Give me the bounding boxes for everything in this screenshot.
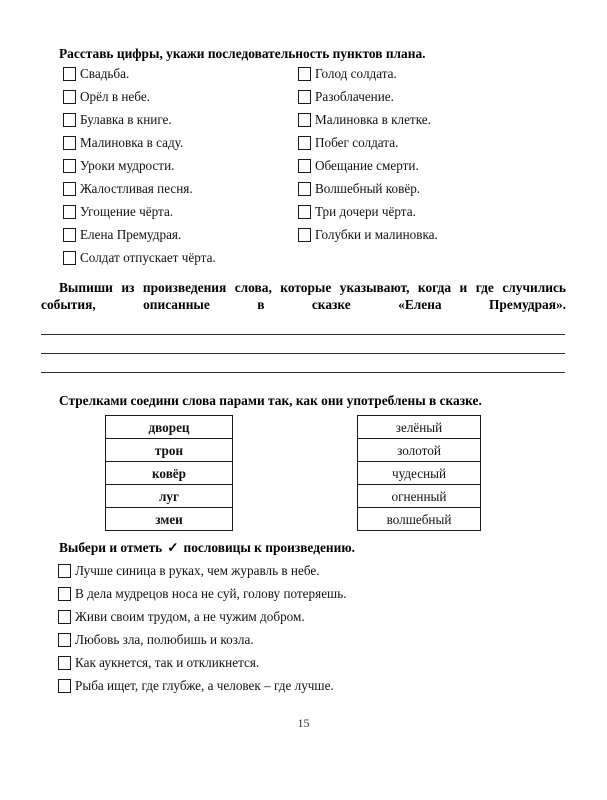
plan-item-label: Свадьба.	[80, 66, 130, 81]
plan-item[interactable]	[63, 64, 216, 87]
proverb-item-checkbox[interactable]	[58, 610, 71, 624]
plan-item-checkbox[interactable]	[63, 159, 76, 173]
proverb-item[interactable]	[58, 653, 347, 676]
answer-line[interactable]	[41, 334, 565, 335]
plan-item[interactable]	[63, 156, 216, 179]
plan-item-checkbox[interactable]	[63, 228, 76, 242]
checkmark-icon: ✓	[167, 540, 179, 555]
pairs-left-cell[interactable]: трон	[106, 439, 232, 462]
plan-item-checkbox[interactable]	[63, 205, 76, 219]
plan-item[interactable]	[63, 87, 216, 110]
proverb-item-checkbox[interactable]	[58, 656, 71, 670]
plan-item[interactable]	[298, 179, 438, 202]
plan-item-checkbox[interactable]	[298, 67, 311, 81]
plan-item-label: Орёл в небе.	[80, 89, 150, 104]
plan-item[interactable]	[298, 156, 438, 179]
plan-item-label: Три дочери чёрта.	[315, 204, 416, 219]
plan-item-checkbox[interactable]	[63, 113, 76, 127]
proverb-item-label: Любовь зла, полюбишь и козла.	[75, 632, 254, 647]
plan-item-label: Побег солдата.	[315, 135, 399, 150]
plan-item-checkbox[interactable]	[298, 136, 311, 150]
plan-item[interactable]	[298, 133, 438, 156]
plan-item-label: Булавка в книге.	[80, 112, 172, 127]
plan-left-column	[63, 64, 216, 271]
plan-item-checkbox[interactable]	[298, 90, 311, 104]
plan-item-checkbox[interactable]	[63, 182, 76, 196]
pairs-left-cell[interactable]: дворец	[106, 416, 232, 439]
plan-item-label: Разоблачение.	[315, 89, 394, 104]
proverbs-section-heading	[41, 539, 571, 556]
plan-item-label: Обещание смерти.	[315, 158, 419, 173]
pairs-right-cell[interactable]: зелёный	[358, 416, 480, 439]
pairs-left-cell[interactable]: луг	[106, 485, 232, 508]
proverb-item[interactable]	[58, 584, 347, 607]
pairs-left-table	[105, 415, 233, 531]
plan-item-label: Малиновка в клетке.	[315, 112, 431, 127]
plan-item-label: Голубки и малиновка.	[315, 227, 438, 242]
proverbs-heading-text-after: пословицы к произведению.	[183, 540, 355, 555]
answer-line[interactable]	[41, 372, 565, 373]
writeout-section-heading: Выпиши из произведения слова, которые указывают, когда и где случились события, описанные в сказке «Елена Премудрая».	[41, 280, 566, 312]
proverb-item-checkbox[interactable]	[58, 564, 71, 578]
proverb-item-checkbox[interactable]	[58, 679, 71, 693]
plan-item[interactable]	[63, 110, 216, 133]
pairs-section-heading: Стрелками соедини слова парами так, как они употреблены в сказке.	[59, 393, 482, 408]
writeout-answer-lines	[41, 334, 565, 391]
pairs-left-cell[interactable]: змеи	[106, 508, 232, 531]
plan-item[interactable]	[63, 133, 216, 156]
plan-section-heading: Расставь цифры, укажи последовательность пунктов плана.	[59, 46, 426, 61]
pairs-right-table	[357, 415, 481, 531]
plan-item-checkbox[interactable]	[63, 136, 76, 150]
plan-item-label: Елена Премудрая.	[80, 227, 182, 242]
plan-item-label: Уроки мудрости.	[80, 158, 175, 173]
pairs-left-cell[interactable]: ковёр	[106, 462, 232, 485]
plan-item-label: Жалостливая песня.	[80, 181, 193, 196]
plan-item-checkbox[interactable]	[63, 251, 76, 265]
proverb-item-checkbox[interactable]	[58, 587, 71, 601]
proverb-item-label: В дела мудрецов носа не суй, голову потеряешь.	[75, 586, 347, 601]
proverb-item[interactable]	[58, 607, 347, 630]
proverb-item[interactable]	[58, 630, 347, 653]
plan-item-checkbox[interactable]	[298, 113, 311, 127]
plan-item-label: Угощение чёрта.	[80, 204, 174, 219]
pairs-right-cell[interactable]: волшебный	[358, 508, 480, 531]
plan-item[interactable]	[298, 110, 438, 133]
pairs-right-cell[interactable]: золотой	[358, 439, 480, 462]
plan-item-label: Малиновка в саду.	[80, 135, 184, 150]
proverb-item-label: Лучше синица в руках, чем журавль в небе.	[75, 563, 320, 578]
proverb-item-label: Рыба ищет, где глубже, а человек – где лучше.	[75, 678, 334, 693]
plan-item[interactable]	[298, 87, 438, 110]
proverb-item[interactable]	[58, 676, 347, 699]
plan-item-label: Волшебный ковёр.	[315, 181, 421, 196]
pairs-right-cell[interactable]: огненный	[358, 485, 480, 508]
pairs-right-cell[interactable]: чудесный	[358, 462, 480, 485]
plan-item-checkbox[interactable]	[63, 67, 76, 81]
plan-item[interactable]	[63, 179, 216, 202]
proverbs-heading-text-before: Выбери и отметь	[59, 540, 163, 555]
proverb-item-label: Как аукнется, так и откликнется.	[75, 655, 260, 670]
proverb-item[interactable]	[58, 561, 347, 584]
proverbs-list	[58, 561, 347, 699]
plan-item[interactable]	[63, 225, 216, 248]
plan-item[interactable]	[63, 248, 216, 271]
plan-item[interactable]	[63, 202, 216, 225]
plan-right-column	[298, 64, 438, 248]
plan-item-checkbox[interactable]	[298, 205, 311, 219]
page-number: 15	[297, 716, 310, 730]
plan-item[interactable]	[298, 202, 438, 225]
answer-line[interactable]	[41, 353, 565, 354]
plan-item[interactable]	[298, 225, 438, 248]
plan-item-checkbox[interactable]	[298, 228, 311, 242]
plan-item-checkbox[interactable]	[298, 159, 311, 173]
plan-item-checkbox[interactable]	[298, 182, 311, 196]
plan-item-label: Солдат отпускает чёрта.	[80, 250, 216, 265]
proverb-item-label: Живи своим трудом, а не чужим добром.	[75, 609, 305, 624]
proverb-item-checkbox[interactable]	[58, 633, 71, 647]
plan-item-label: Голод солдата.	[315, 66, 397, 81]
plan-item-checkbox[interactable]	[63, 90, 76, 104]
plan-item[interactable]	[298, 64, 438, 87]
